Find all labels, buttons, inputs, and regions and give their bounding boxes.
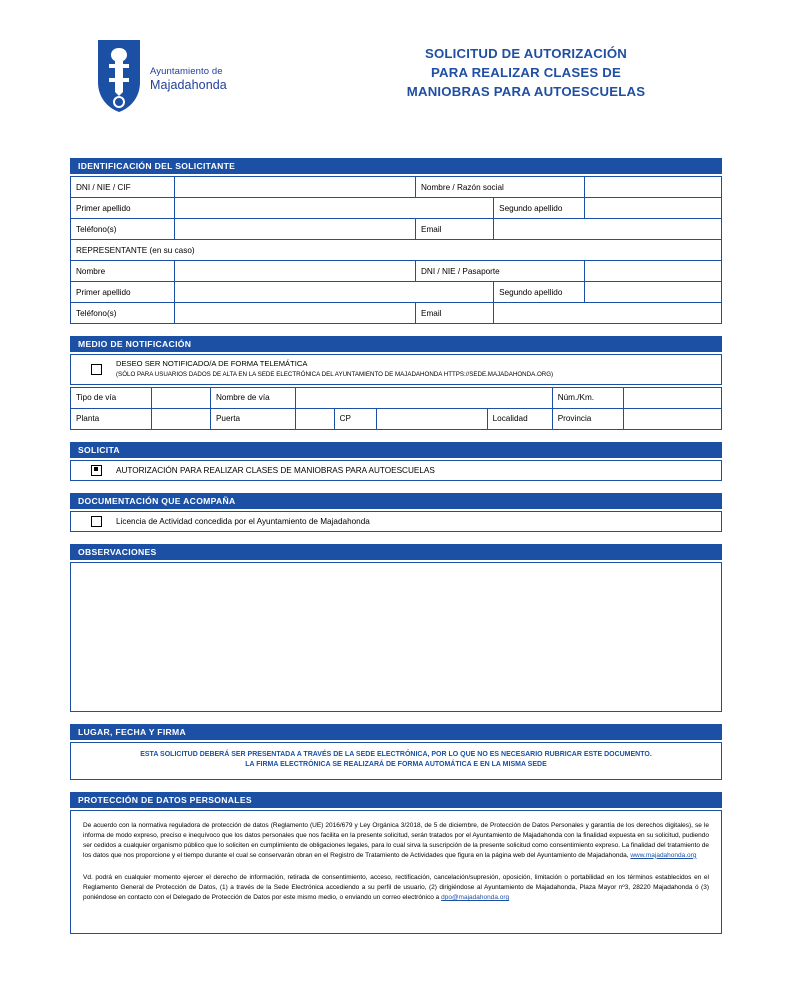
section-header-documentacion: DOCUMENTACIÓN QUE ACOMPAÑA: [70, 493, 722, 509]
table-row: [71, 198, 722, 219]
identificacion-table: [70, 176, 722, 324]
checkbox-licencia-actividad[interactable]: [91, 516, 102, 527]
direccion-table: [70, 387, 722, 430]
rep-email-field[interactable]: [494, 303, 722, 324]
observaciones-textarea[interactable]: [70, 562, 722, 712]
localidad-label: Localidad: [487, 408, 552, 429]
nombre-razon-label: Nombre / Razón social: [416, 177, 585, 198]
nombre-via-field[interactable]: [295, 387, 552, 408]
table-row: [71, 261, 722, 282]
section-header-observaciones: OBSERVACIONES: [70, 544, 722, 560]
title-line-3: MANIOBRAS PARA AUTOESCUELAS: [406, 84, 646, 100]
section-header-proteccion-datos: PROTECCIÓN DE DATOS PERSONALES: [70, 792, 722, 808]
dni-label: DNI / NIE / CIF: [71, 177, 175, 198]
dni-field[interactable]: [175, 177, 416, 198]
rep-segundo-apellido-field[interactable]: [585, 282, 722, 303]
firma-line-2: LA FIRMA ELECTRÓNICA SE REALIZARÁ DE FORMA AUTOMÁTICA E EN LA MISMA SEDE: [245, 761, 547, 769]
logo-text: [150, 66, 227, 94]
firma-notice: [70, 742, 722, 780]
planta-label: Planta: [71, 408, 152, 429]
puerta-label: Puerta: [210, 408, 295, 429]
rep-dni-label: DNI / NIE / Pasaporte: [416, 261, 585, 282]
cp-field[interactable]: [376, 408, 487, 429]
primer-apellido-label: Primer apellido: [71, 198, 175, 219]
checkbox-notificacion-telematica[interactable]: [91, 364, 102, 375]
nombre-via-label: Nombre de vía: [210, 387, 295, 408]
table-row: [71, 387, 722, 408]
table-row: [71, 408, 722, 429]
documentacion-text: Licencia de Actividad concedida por el Ayuntamiento de Majadahonda: [116, 516, 370, 526]
email-field[interactable]: [494, 219, 722, 240]
section-header-lugar-fecha-firma: LUGAR, FECHA Y FIRMA: [70, 724, 722, 740]
rep-nombre-field[interactable]: [175, 261, 416, 282]
primer-apellido-field[interactable]: [175, 198, 494, 219]
num-km-label: Núm./Km.: [552, 387, 624, 408]
logo-line1: Ayuntamiento de: [150, 66, 223, 77]
rep-dni-field[interactable]: [585, 261, 722, 282]
notificacion-line2: (SÓLO PARA USUARIOS DADOS DE ALTA EN LA SEDE ELECTRÓNICA DEL AYUNTAMIENTO DE MAJADAHONDA HTTPS://SEDE.MAJADAHONDA.ORG): [116, 371, 554, 379]
notificacion-telematica-row[interactable]: [70, 354, 722, 385]
num-km-field[interactable]: [624, 387, 722, 408]
rep-nombre-label: Nombre: [71, 261, 175, 282]
rep-telefonos-field[interactable]: [175, 303, 416, 324]
section-header-medio: MEDIO DE NOTIFICACIÓN: [70, 336, 722, 352]
solicita-row[interactable]: [70, 460, 722, 481]
document-title: [330, 38, 722, 101]
proteccion-datos-text: [70, 810, 722, 934]
planta-field[interactable]: [152, 408, 211, 429]
notificacion-line1: DESEO SER NOTIFICADO/A DE FORMA TELEMÁTICA: [116, 359, 308, 368]
dpo-email-link[interactable]: dpo@majadahonda.org: [441, 893, 510, 901]
section-header-identificacion: IDENTIFICACIÓN DEL SOLICITANTE: [70, 158, 722, 174]
table-row: [71, 240, 722, 261]
representante-label: REPRESENTANTE (en su caso): [71, 240, 722, 261]
rep-segundo-apellido-label: Segundo apellido: [494, 282, 585, 303]
table-row: [71, 303, 722, 324]
proteccion-paragraph-1: [83, 821, 709, 861]
checkbox-solicita-autorizacion[interactable]: [91, 465, 102, 476]
table-row: [71, 219, 722, 240]
email-label: Email: [416, 219, 494, 240]
segundo-apellido-field[interactable]: [585, 198, 722, 219]
telefonos-label: Teléfono(s): [71, 219, 175, 240]
telefonos-field[interactable]: [175, 219, 416, 240]
rep-primer-apellido-field[interactable]: [175, 282, 494, 303]
provincia-label: Provincia: [552, 408, 624, 429]
table-row: [71, 282, 722, 303]
rep-primer-apellido-label: Primer apellido: [71, 282, 175, 303]
majadahonda-web-link[interactable]: www.majadahonda.org: [630, 851, 697, 859]
documentacion-row[interactable]: [70, 511, 722, 532]
document-header: [70, 0, 722, 146]
section-header-solicita: SOLICITA: [70, 442, 722, 458]
nombre-razon-field[interactable]: [585, 177, 722, 198]
segundo-apellido-label: Segundo apellido: [494, 198, 585, 219]
rep-telefonos-label: Teléfono(s): [71, 303, 175, 324]
proteccion-paragraph-2: [83, 873, 709, 903]
rep-email-label: Email: [416, 303, 494, 324]
puerta-field[interactable]: [295, 408, 334, 429]
proteccion-paragraph-2-text: Vd. podrá en cualquier momento ejercer el derecho de información, retirada de consentimiento, acceso, rectificación, cancelación/supresión, oposición, limitación o portabilidad en los términos establecidos en el Reglamento General de Protección de Datos, (1) a través de la Sede Electrónica accediendo a su perfil de usuario, (2) dirigiéndose al Ayuntamiento de Majadahonda, Plaza Mayor nº3, 28220 Majadahonda ó (3) poniéndose en contacto con el Delegado de Protección de Datos por este mismo medio, o enviando un correo electrónico a: [83, 873, 709, 901]
title-line-2: PARA REALIZAR CLASES DE: [431, 65, 621, 81]
notificacion-telematica-text: [116, 359, 553, 380]
tipo-via-label: Tipo de vía: [71, 387, 152, 408]
table-row: [71, 177, 722, 198]
provincia-field[interactable]: [624, 408, 722, 429]
municipal-logo: [70, 38, 330, 112]
coat-of-arms-icon: [96, 38, 142, 112]
proteccion-paragraph-1-text: De acuerdo con la normativa reguladora de protección de datos (Reglamento (UE) 2016/679 y Ley Orgánica 3/2018, de 5 de diciembre, de Protección de Datos Personales y garantía de los derechos digitales), se le informa de modo expreso, preciso e inequívoco que los datos personales que nos facilita en la presente solicitud, serán tratados por el Ayuntamiento de Majadahonda con la finalidad expuesta en su solicitud, pudiendo ser cedidos a cualquier organismo público que lo soliciten en cumplimiento de obligaciones legales, para lo cual sirva la suscripción de la presente solicitud como consentimiento expreso. La finalidad del tratamiento de los datos que nos proporcione y el tiempo durante el cual se conservarán obran en el Registro de Tratamiento de Actividades que figura en la página web del Ayuntamiento de Majadahonda,: [83, 821, 709, 859]
logo-line2: Majadahonda: [150, 77, 227, 92]
tipo-via-field[interactable]: [152, 387, 211, 408]
firma-line-1: ESTA SOLICITUD DEBERÁ SER PRESENTADA A TRAVÉS DE LA SEDE ELECTRÓNICA, POR LO QUE NO ES NECESARIO RUBRICAR ESTE DOCUMENTO.: [140, 750, 652, 758]
cp-label: CP: [334, 408, 376, 429]
solicita-text: AUTORIZACIÓN PARA REALIZAR CLASES DE MANIOBRAS PARA AUTOESCUELAS: [116, 465, 435, 475]
title-line-1: SOLICITUD DE AUTORIZACIÓN: [424, 46, 628, 61]
